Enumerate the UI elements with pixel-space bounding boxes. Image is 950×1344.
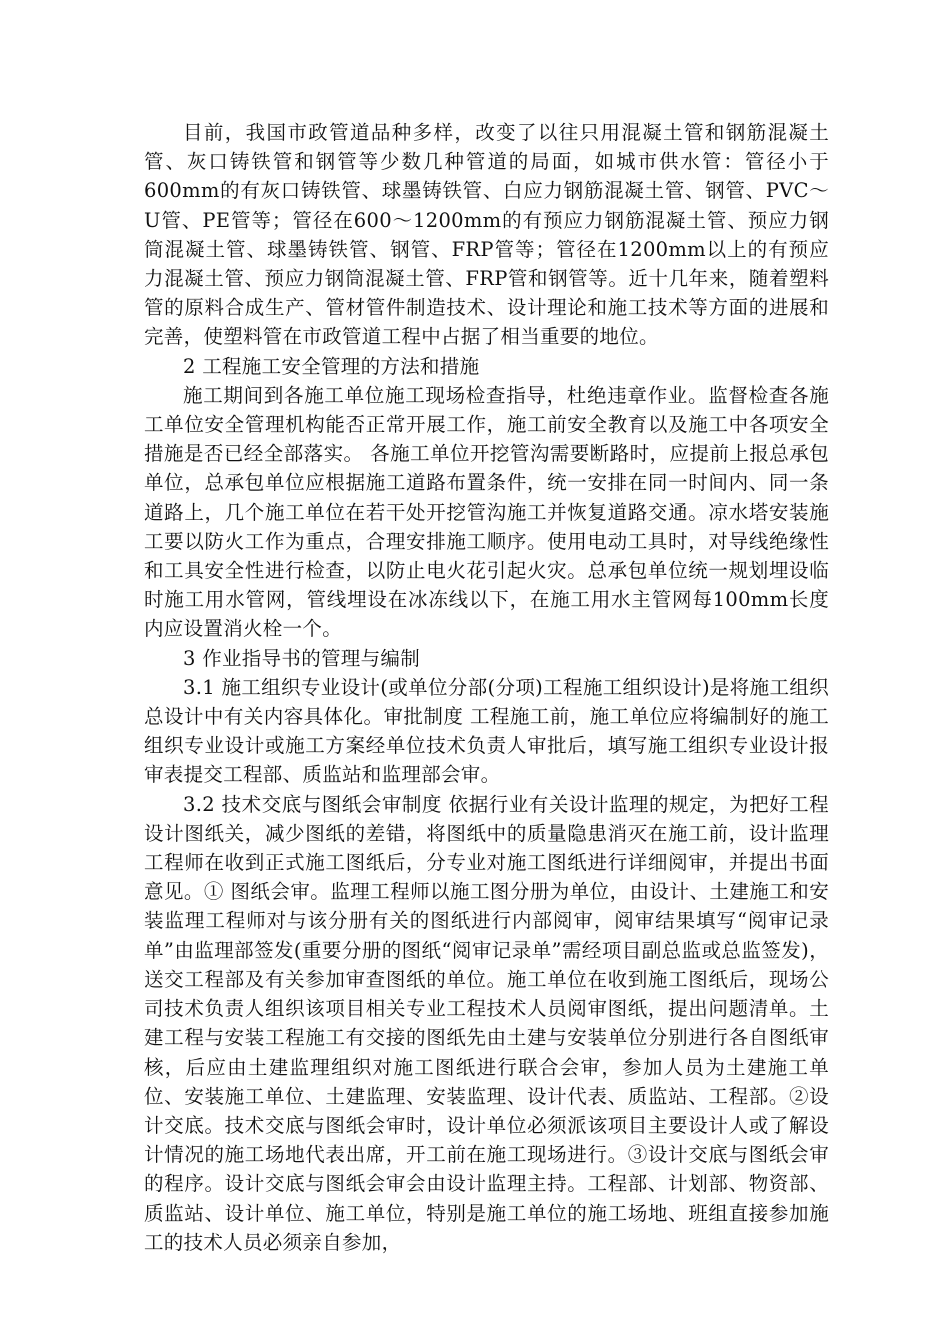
section-heading-3: 3 作业指导书的管理与编制 xyxy=(183,646,421,670)
paragraph-safety: 施工期间到各施工单位施工现场检查指导，杜绝违章作业。监督检查各施工单位安全管理机构能否正常开展工作，施工前安全教育以及施工中各项安全措施是否已经全部落实。 各施工单位开挖管沟需要断路时，应提前上报总承包单位，总承包单位应根据施工道路布置条件，统一安排在同一时间内、同一条道路上，几个施工单位在若干处开挖管沟施工并恢复道路交通。凉水塔安装施工要以防火工作为重点，合理安排施工顺序。使用电动工具时，对导线绝缘性和工具安全性进行检查，以防止电火花引起火灾。总承包单位统一规划埋设临时施工用水管网，管线埋设在冰冻线以下，在施工用水主管网每100mm长度内应设置消火栓一个。 xyxy=(144,383,829,641)
paragraph-3-2: 3.2 技术交底与图纸会审制度 依据行业有关设计监理的规定，为把好工程设计图纸关，减少图纸的差错，将图纸中的质量隐患消灭在施工前，设计监理工程师在收到正式施工图纸后，分专业对施工图纸进行详细阅审，并提出书面意见。① 图纸会审。监理工程师以施工图分册为单位，由设计、土建施工和安装监理工程师对与该分册有关的图纸进行内部阅审，阅审结果填写“阅审记录单”由监理部签发(重要分册的图纸“阅审记录单”需经项目副总监或总监签发)，送交工程部及有关参加审查图纸的单位。施工单位在收到施工图纸后，现场公司技术负责人组织该项目相关专业工程技术人员阅审图纸，提出问题清单。土建工程与安装工程施工有交接的图纸先由土建与安装单位分别进行各自图纸审核，后应由土建监理组织对施工图纸进行联合会审，参加人员为土建施工单位、安装施工单位、土建监理、安装监理、设计代表、质监站、工程部。②设计交底。技术交底与图纸会审时，设计单位必须派该项目主要设计人或了解设计情况的施工场地代表出席，开工前在施工现场进行。③设计交底与图纸会审的程序。设计交底与图纸会审会由设计监理主持。工程部、计划部、物资部、质监站、设计单位、施工单位，特别是施工单位的施工场地、班组直接参加施工的技术人员必须亲自参加， xyxy=(144,792,829,1254)
paragraph-intro: 目前，我国市政管道品种多样，改变了以往只用混凝土管和钢筋混凝土管、灰口铸铁管和钢管等少数几种管道的局面，如城市供水管：管径小于600mm的有灰口铸铁管、球墨铸铁管、白应力钢筋混凝土管、钢管、PVC～U管、PE管等；管径在600～1200mm的有预应力钢筋混凝土管、预应力钢筒混凝土管、球墨铸铁管、钢管、FRP管等；管径在1200mm以上的有预应力混凝土管、预应力钢筒混凝土管、FRP管和钢管等。近十几年来，随着塑料管的原料合成生产、管材管件制造技术、设计理论和施工技术等方面的进展和完善，使塑料管在市政管道工程中占据了相当重要的地位。 xyxy=(144,121,829,349)
paragraph-3-1: 3.1 施工组织专业设计(或单位分部(分项)工程施工组织设计)是将施工组织总设计中有关内容具体化。审批制度 工程施工前，施工单位应将编制好的施工组织专业设计或施工方案经单位技术负责人审批后，填写施工组织专业设计报审表提交工程部、质监站和监理部会审。 xyxy=(144,675,829,787)
document-page xyxy=(144,118,829,1257)
section-heading-2: 2 工程施工安全管理的方法和措施 xyxy=(183,354,480,378)
